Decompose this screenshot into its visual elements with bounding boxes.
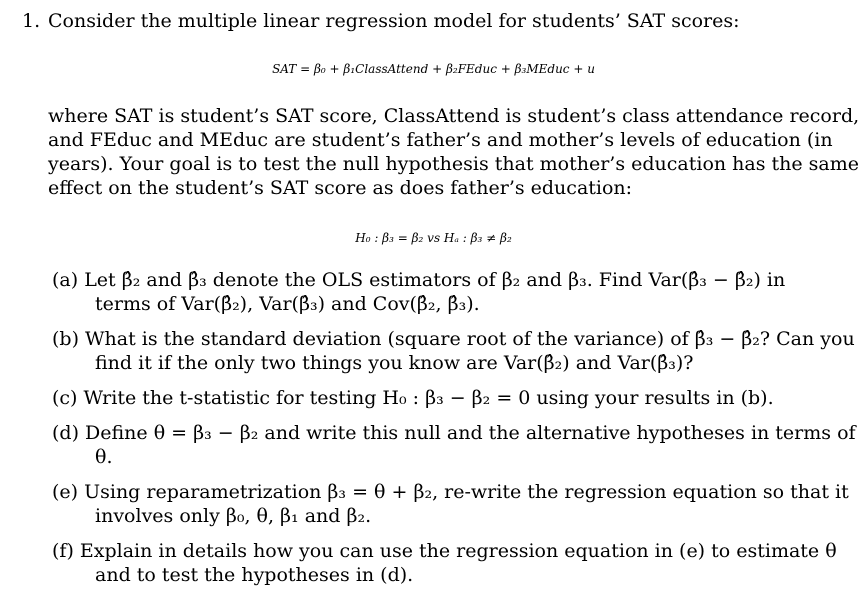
question-number: 1. xyxy=(22,10,41,32)
part-f-line-2: and to test the hypotheses in (d). xyxy=(95,564,414,586)
part-a-line-2: terms of Var(β̂₂), Var(β̂₃) and Cov(β̂₂, β̂₃). xyxy=(95,293,480,315)
part-f-line-1: (f) Explain in details how you can use the regression equation in (e) to estimate θ xyxy=(52,540,837,562)
part-e-line-1: (e) Using reparametrization β₃ = θ + β₂, re-write the regression equation so that it xyxy=(52,481,849,503)
hypothesis-statement: H₀ : β₃ = β₂ vs Hₐ : β₃ ≠ β₂ xyxy=(355,231,512,245)
description-line-3: years). Your goal is to test the null hypothesis that mother’s education has the same xyxy=(48,153,860,175)
part-c-line-1: (c) Write the t-statistic for testing H₀ : β₃ − β₂ = 0 using your results in (b). xyxy=(52,387,774,409)
description-line-2: and FEduc and MEduc are student’s father’s and mother’s levels of education (in xyxy=(48,129,833,151)
part-a-line-1: (a) Let β̂₂ and β̂₃ denote the OLS estimators of β₂ and β₃. Find Var(β̂₃ − β̂₂) in xyxy=(52,269,786,291)
regression-equation: SAT = β₀ + β₁ClassAttend + β₂FEduc + β₃MEduc + u xyxy=(272,62,595,76)
part-e-line-2: involves only β₀, θ, β₁ and β₂. xyxy=(95,505,372,527)
part-d-line-1: (d) Define θ = β₃ − β₂ and write this null and the alternative hypotheses in terms of xyxy=(52,422,856,444)
description-line-1: where SAT is student’s SAT score, ClassAttend is student’s class attendance record, xyxy=(48,105,860,127)
part-d-line-2: θ. xyxy=(95,446,113,468)
description-line-4: effect on the student’s SAT score as does father’s education: xyxy=(48,177,633,199)
part-b-line-1: (b) What is the standard deviation (square root of the variance) of β̂₃ − β̂₂? Can you xyxy=(52,328,855,350)
part-b-line-2: find it if the only two things you know are Var(β̂₂) and Var(β̂₃)? xyxy=(95,352,694,374)
question-intro: Consider the multiple linear regression model for students’ SAT scores: xyxy=(48,10,740,32)
